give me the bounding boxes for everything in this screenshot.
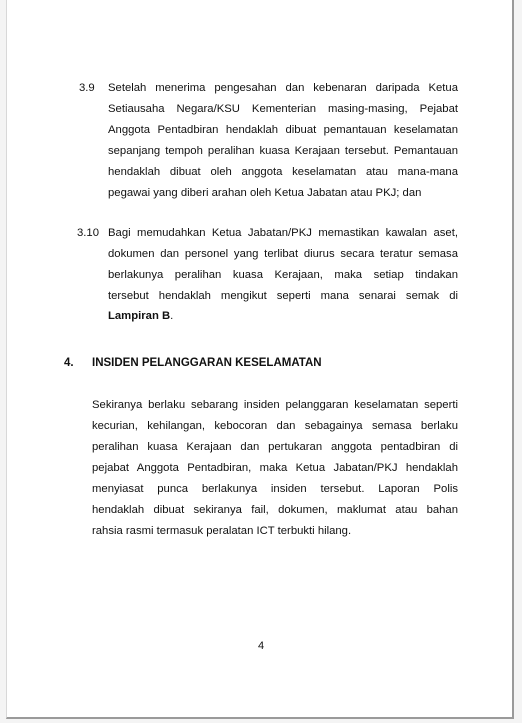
para-3-10-line-4: tersebut hendaklah mengikut seperti mana senarai semak di [108,290,458,302]
para-4-line-3: peralihan kuasa Kerajaan dan pertukaran anggota pentadbiran di [92,441,458,453]
para-4-line-2: kecurian, kehilangan, kebocoran dan sebagainya semasa berlaku [92,420,458,432]
para-4-line-4: pejabat Anggota Pentadbiran, maka Ketua Jabatan/PKJ hendaklah [92,462,458,474]
para-3-9-line-2: Setiausaha Negara/KSU Kementerian masing-masing, Pejabat [108,103,458,115]
para-3-10-line-5 [108,309,173,323]
page-number: 4 [258,640,265,652]
para-3-9-line-1: Setelah menerima pengesahan dan kebenaran daripada Ketua [108,82,458,94]
para-3-9-line-6: pegawai yang diberi arahan oleh Ketua Jabatan atau PKJ; dan [108,187,422,199]
para-4-line-1: Sekiranya berlaku sebarang insiden pelanggaran keselamatan seperti [92,399,458,411]
document-page [6,0,514,719]
lampiran-reference: Lampiran B [108,310,171,322]
para-3-9-line-5: hendaklah dibuat oleh anggota keselamatan atau mana-mana [108,166,458,178]
para-4-line-6: hendaklah dibuat sekiranya fail, dokumen, maklumat atau bahan [92,504,458,516]
para-3-10-line-3: berlakunya peralihan kuasa Kerajaan, maka setiap tindakan [108,269,458,281]
para-4-line-7: rahsia rasmi termasuk peralatan ICT terbukti hilang. [92,525,352,537]
para-3-10-period: . [170,310,174,322]
section-4-number: 4. [64,357,74,369]
para-4-line-5: menyiasat punca berlakunya insiden tersebut. Laporan Polis [92,483,458,495]
para-3-10-line-1: Bagi memudahkan Ketua Jabatan/PKJ memastikan kawalan aset, [108,227,458,239]
para-3-9-line-4: sepanjang tempoh peralihan kuasa Kerajaan tersebut. Pemantauan [108,145,458,157]
section-4-title: INSIDEN PELANGGARAN KESELAMATAN [92,357,322,369]
item-number-3-9: 3.9 [79,82,95,94]
item-number-3-10: 3.10 [77,227,99,239]
para-3-10-line-2: dokumen dan personel yang terlibat diurus secara teratur semasa [108,248,458,260]
para-3-9-line-3: Anggota Pentadbiran hendaklah dibuat pemantauan keselamatan [108,124,458,136]
